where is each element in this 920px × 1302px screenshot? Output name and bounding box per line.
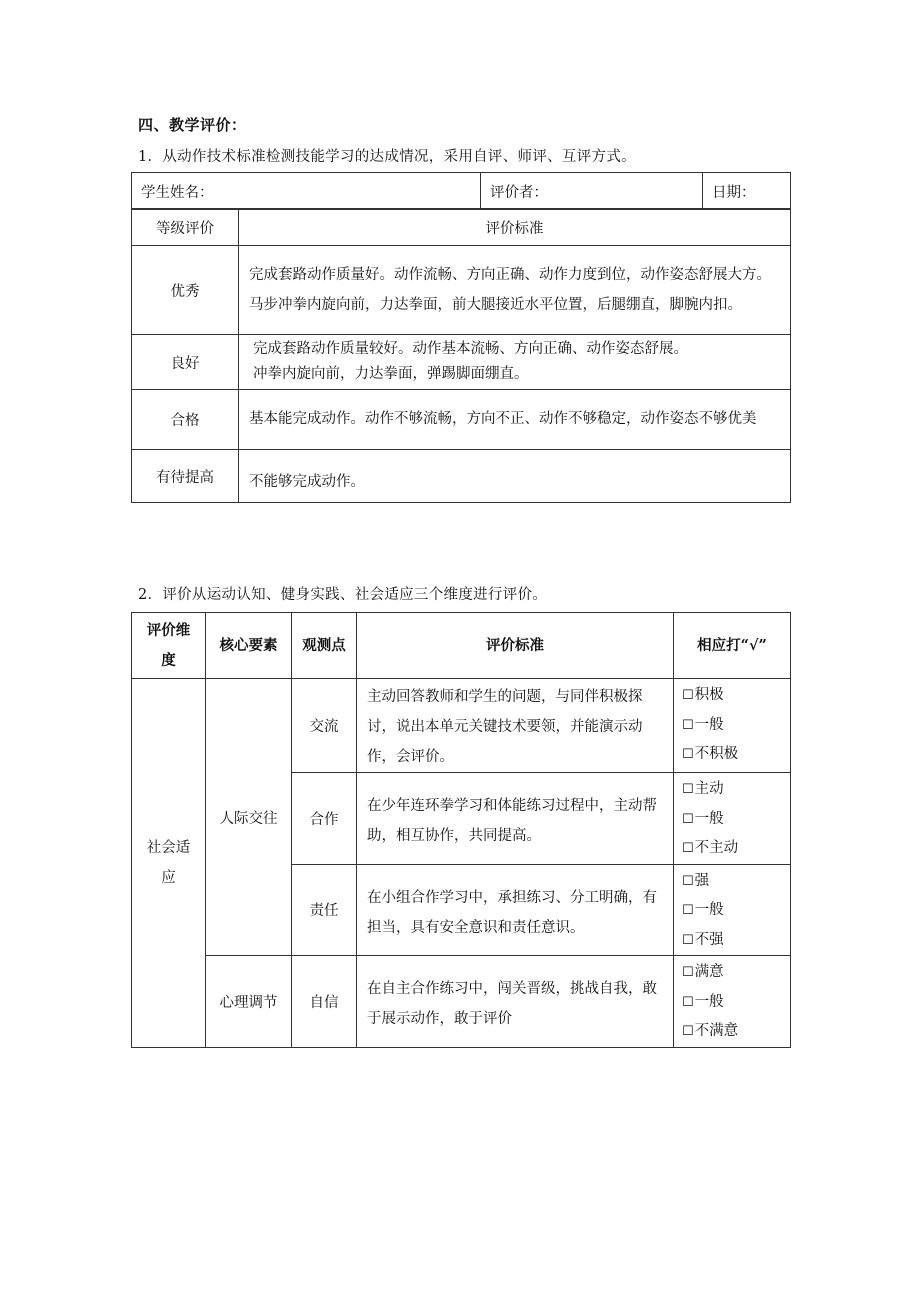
standard-cell: 在自主合作练习中，闯关晋级，挑战自我，敢于展示动作，敢于评价 (357, 956, 674, 1048)
checkbox-icon[interactable]: ☐ (682, 932, 694, 948)
grade-desc (239, 335, 791, 390)
option-label: 积极 (694, 687, 724, 703)
option-label: 一般 (694, 902, 724, 918)
core-cell: 心理调节 (206, 956, 292, 1048)
grade-desc: 基本能完成动作。动作不够流畅，方向不正、动作不够稳定，动作姿态不够优美 (239, 390, 791, 450)
option-label: 不积极 (694, 746, 739, 762)
part2-intro: 2．评价从运动认知、健身实践、社会适应三个维度进行评价。 (138, 587, 548, 603)
observe-cell: 责任 (292, 864, 357, 956)
option-checkbox[interactable] (682, 958, 790, 988)
checkbox-icon[interactable]: ☐ (682, 994, 694, 1010)
grade-cell: 优秀 (132, 246, 239, 335)
option-checkbox[interactable] (682, 681, 790, 711)
checkbox-icon[interactable]: ☐ (682, 782, 694, 797)
student-name-label: 学生姓名： (132, 173, 481, 210)
standard-header: 评价标准 (357, 613, 674, 679)
option-checkbox[interactable] (682, 805, 790, 835)
checkbox-icon[interactable]: ☐ (682, 747, 694, 762)
option-label: 满意 (694, 964, 724, 980)
dimension-header-line: 度 (161, 651, 176, 669)
standard-cell: 在少年连环拳学习和体能练习过程中，主动帮助，相互协作，共同提高。 (357, 773, 674, 865)
observe-header: 观测点 (292, 613, 357, 679)
option-checkbox[interactable] (682, 988, 790, 1018)
dimension-line: 社会适 (146, 839, 191, 856)
grade-desc-line: 冲拳内旋向前，力达拳面，弹踢脚面绷直。 (253, 366, 529, 382)
option-label: 不主动 (694, 840, 739, 856)
core-header: 核心要素 (206, 613, 292, 679)
standard-header: 评价标准 (239, 209, 791, 246)
option-label: 强 (694, 872, 710, 889)
skill-evaluation-table (131, 172, 791, 210)
grade-desc: 不能够完成动作。 (239, 450, 791, 503)
evaluator-label: 评价者： (481, 173, 703, 210)
tick-header: 相应打“√” (674, 613, 791, 679)
observe-cell: 自信 (292, 956, 357, 1048)
option-label: 一般 (694, 993, 724, 1010)
table-row (132, 956, 791, 1048)
dimension-cell (132, 679, 206, 1048)
table-row (132, 335, 791, 390)
option-checkbox[interactable] (682, 711, 790, 741)
core-cell: 人际交往 (206, 679, 292, 956)
dimension-evaluation-table (131, 612, 791, 1048)
dimension-line: 应 (161, 869, 176, 886)
table-row (132, 390, 791, 450)
tick-options (674, 773, 791, 865)
option-label: 一般 (694, 716, 724, 733)
grade-cell: 有待提高 (132, 450, 239, 503)
dimension-header-line: 评价维 (146, 621, 191, 639)
option-checkbox[interactable] (682, 896, 790, 926)
checkbox-icon[interactable]: ☐ (682, 688, 694, 703)
tick-options (674, 679, 791, 773)
option-checkbox[interactable] (682, 775, 790, 805)
tick-options (674, 956, 791, 1048)
option-checkbox[interactable] (682, 834, 790, 864)
option-checkbox[interactable] (682, 740, 790, 770)
table-row (132, 246, 791, 335)
dimension-header (132, 613, 206, 679)
grade-table (131, 208, 791, 503)
checkbox-icon[interactable]: ☐ (682, 811, 694, 827)
info-row (132, 173, 791, 210)
option-label: 不强 (694, 931, 724, 948)
table-header-row (132, 613, 791, 679)
grade-header: 等级评价 (132, 209, 239, 246)
option-label: 一般 (694, 810, 724, 827)
grade-cell: 良好 (132, 335, 239, 390)
checkbox-icon[interactable]: ☐ (682, 717, 694, 733)
checkbox-icon[interactable]: ☐ (682, 1024, 694, 1039)
tick-options (674, 864, 791, 956)
part1-intro: 1．从动作技术标准检测技能学习的达成情况，采用自评、师评、互评方式。 (138, 149, 636, 165)
checkbox-icon[interactable]: ☐ (682, 903, 694, 918)
table-row (132, 679, 791, 773)
grade-header-row (132, 209, 791, 246)
grade-desc-line: 完成套路动作质量较好。动作基本流畅、方向正确、动作姿态舒展。 (253, 341, 688, 357)
section-title: 四、教学评价： (138, 116, 247, 134)
date-label: 日期： (703, 173, 791, 210)
option-label: 主动 (694, 781, 724, 797)
checkbox-icon[interactable]: ☐ (682, 841, 694, 856)
standard-cell: 在小组合作学习中，承担练习、分工明确，有担当，具有安全意识和责任意识。 (357, 864, 674, 956)
checkbox-icon[interactable]: ☐ (682, 873, 694, 889)
grade-desc: 完成套路动作质量好。动作流畅、方向正确、动作力度到位，动作姿态舒展大方。马步冲拳内旋向前，力达拳面，前大腿接近水平位置，后腿绷直，脚腕内扣。 (239, 246, 791, 335)
grade-cell: 合格 (132, 390, 239, 450)
table-row (132, 450, 791, 503)
standard-cell: 主动回答教师和学生的问题，与同伴积极探讨，说出本单元关键技术要领，并能演示动作，会评价。 (357, 679, 674, 773)
checkbox-icon[interactable]: ☐ (682, 965, 694, 980)
observe-cell: 交流 (292, 679, 357, 773)
observe-cell: 合作 (292, 773, 357, 865)
option-label: 不满意 (694, 1023, 739, 1039)
option-checkbox[interactable] (682, 926, 790, 956)
option-checkbox[interactable] (682, 867, 790, 897)
option-checkbox[interactable] (682, 1017, 790, 1047)
